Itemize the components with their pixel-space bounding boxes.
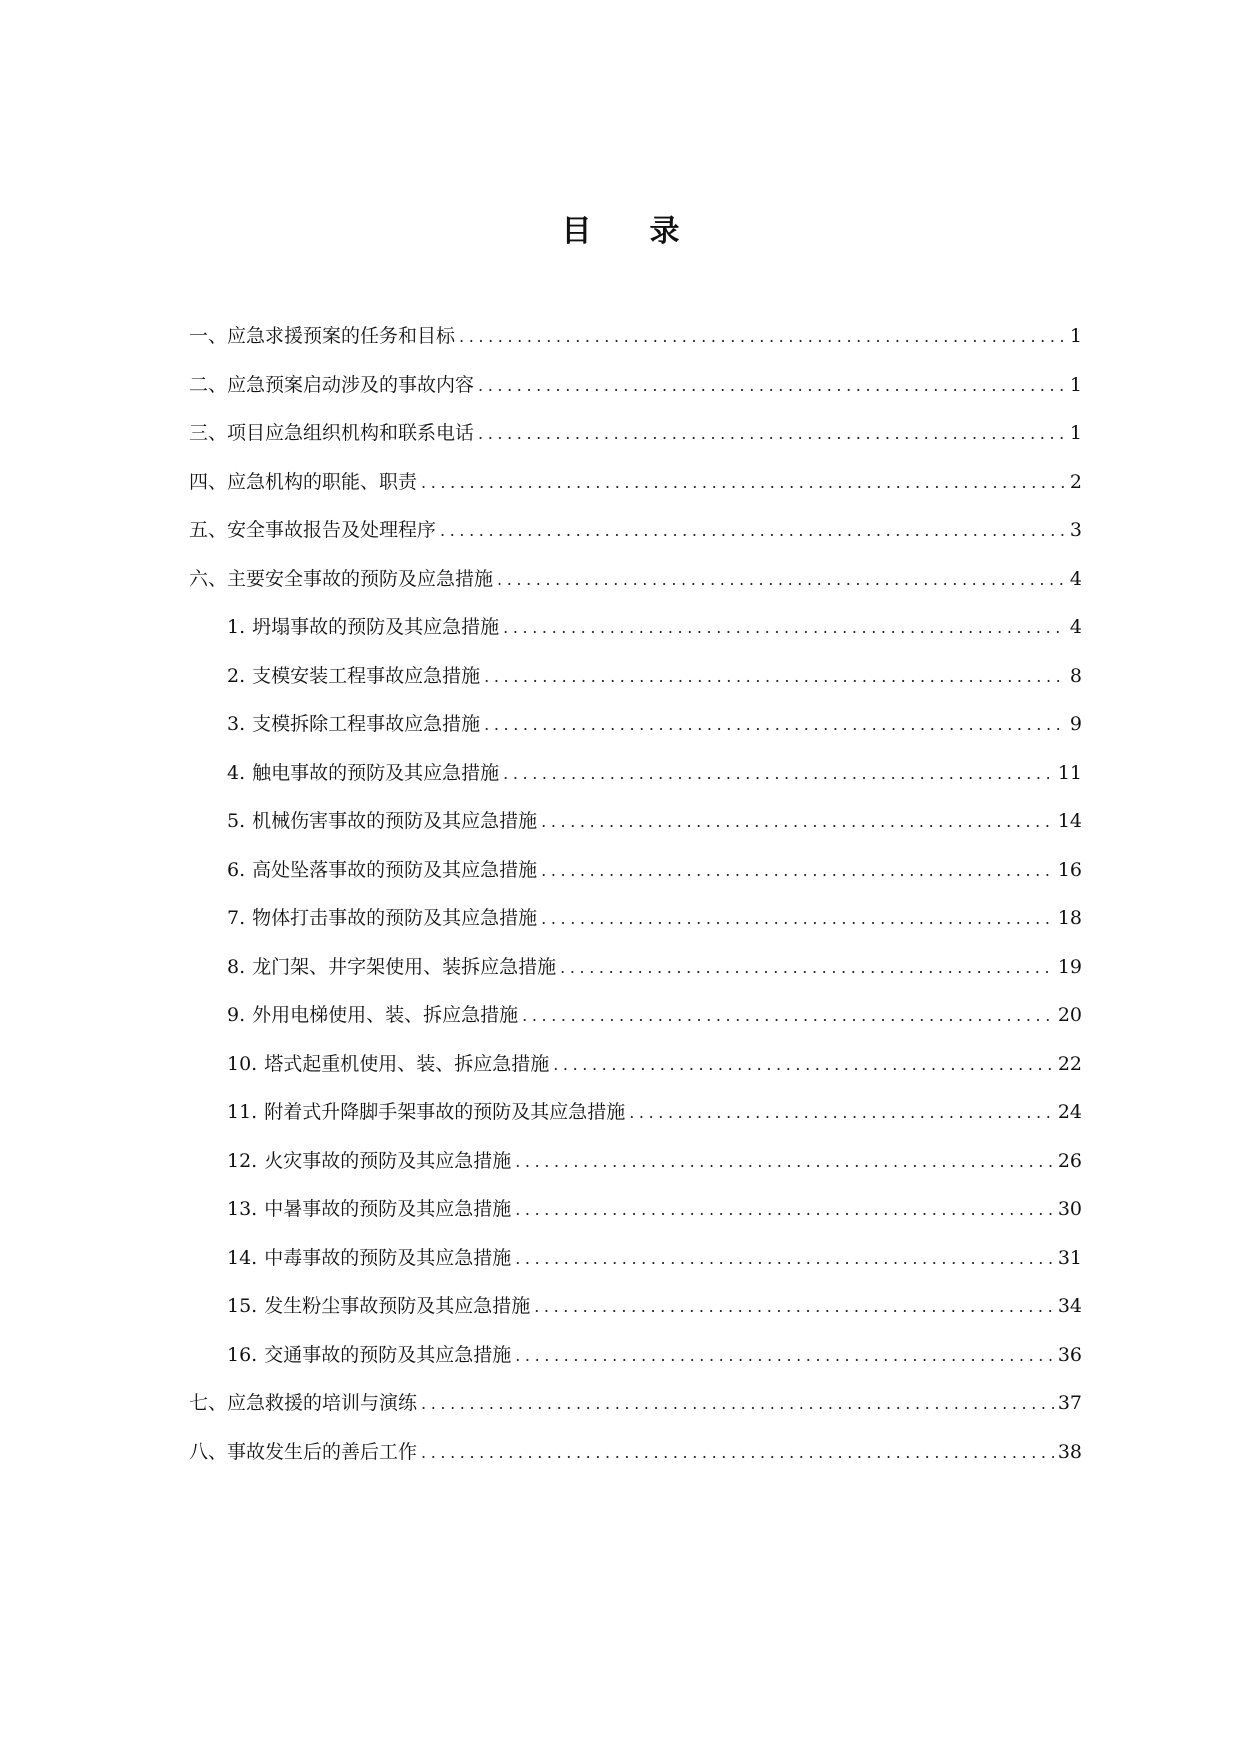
toc-entry[interactable] <box>189 409 1082 458</box>
toc-entry-label: 中暑事故的预防及其应急措施 <box>264 1198 512 1220</box>
toc-entry[interactable] <box>189 991 1082 1040</box>
toc-entry-label: 七、应急救援的培训与演练 <box>189 1392 418 1414</box>
dot-leader <box>478 362 1066 411</box>
toc-entry-label: 三、项目应急组织机构和联系电话 <box>189 422 475 444</box>
dot-leader <box>541 847 1054 896</box>
toc-entry-number: 1. <box>227 616 246 638</box>
toc-entry-number: 3. <box>227 713 246 735</box>
toc-entry-label: 交通事故的预防及其应急措施 <box>264 1343 512 1366</box>
toc-entry[interactable] <box>189 797 1082 846</box>
toc-entry-page-number: 34 <box>1057 1295 1082 1317</box>
toc-title <box>0 210 1241 254</box>
dot-leader <box>560 944 1054 993</box>
toc-entry-page-number: 22 <box>1057 1052 1082 1075</box>
toc-entry-number: 16. <box>227 1343 258 1366</box>
dot-leader <box>503 604 1066 653</box>
toc-entry[interactable] <box>189 1185 1082 1234</box>
dot-leader <box>515 1332 1054 1381</box>
toc-entry[interactable] <box>189 652 1082 701</box>
toc-entry-label: 一、应急求援预案的任务和目标 <box>189 325 456 347</box>
toc-entry-number: 9. <box>227 1004 246 1026</box>
toc-title-char-2: 录 <box>649 214 680 249</box>
toc-entry-page-number: 26 <box>1057 1149 1082 1172</box>
toc-entry-page-number: 8 <box>1069 664 1082 687</box>
toc-entry-label: 八、事故发生后的善后工作 <box>189 1440 418 1463</box>
toc-entry[interactable] <box>189 361 1082 410</box>
toc-entry-page-number: 19 <box>1057 955 1082 978</box>
toc-entry-page-number: 2 <box>1069 470 1082 493</box>
toc-entry-page-number: 1 <box>1069 325 1082 347</box>
dot-leader <box>541 895 1054 944</box>
toc-entry-label: 支模安装工程事故应急措施 <box>252 664 481 687</box>
toc-entry-page-number: 30 <box>1057 1198 1082 1220</box>
toc-entry-number: 13. <box>227 1198 258 1220</box>
toc-entry[interactable] <box>189 1137 1082 1186</box>
dot-leader <box>515 1138 1054 1187</box>
dot-leader <box>515 1186 1054 1235</box>
table-of-contents <box>189 312 1082 1476</box>
toc-entry-label: 坍塌事故的预防及其应急措施 <box>252 616 500 638</box>
dot-leader <box>553 1041 1054 1090</box>
toc-entry-number: 14. <box>227 1246 258 1269</box>
toc-entry-page-number: 4 <box>1069 616 1082 638</box>
toc-entry-number: 4. <box>227 761 246 784</box>
toc-entry-number: 2. <box>227 664 246 687</box>
toc-entry[interactable] <box>189 943 1082 992</box>
toc-entry-page-number: 36 <box>1057 1343 1082 1366</box>
toc-entry[interactable] <box>189 555 1082 604</box>
toc-entry-number: 7. <box>227 907 246 929</box>
dot-leader <box>440 507 1066 556</box>
toc-entry-number: 10. <box>227 1052 258 1075</box>
dot-leader <box>629 1089 1054 1138</box>
toc-entry[interactable] <box>189 1234 1082 1283</box>
toc-title-char-1: 目 <box>561 214 592 249</box>
toc-entry-number: 5. <box>227 810 246 832</box>
toc-entry-page-number: 4 <box>1069 567 1082 590</box>
toc-entry-label: 外用电梯使用、装、拆应急措施 <box>252 1004 519 1026</box>
toc-entry-page-number: 1 <box>1069 422 1082 444</box>
dot-leader <box>541 798 1054 847</box>
toc-entry-label: 六、主要安全事故的预防及应急措施 <box>189 567 494 590</box>
dot-leader <box>421 1429 1054 1478</box>
toc-entry[interactable] <box>189 894 1082 943</box>
toc-entry[interactable] <box>189 749 1082 798</box>
toc-entry[interactable] <box>189 1379 1082 1428</box>
toc-entry[interactable] <box>189 700 1082 749</box>
toc-entry-number: 12. <box>227 1149 258 1172</box>
toc-entry-page-number: 1 <box>1069 373 1082 396</box>
dot-leader <box>421 459 1066 508</box>
toc-entry-page-number: 38 <box>1057 1440 1082 1463</box>
toc-entry[interactable] <box>189 312 1082 361</box>
dot-leader <box>421 1380 1054 1429</box>
toc-entry-page-number: 37 <box>1057 1392 1082 1414</box>
dot-leader <box>484 653 1066 702</box>
toc-entry-label: 中毒事故的预防及其应急措施 <box>264 1246 512 1269</box>
dot-leader <box>478 410 1066 459</box>
toc-entry-number: 8. <box>227 955 246 978</box>
dot-leader <box>459 313 1066 362</box>
toc-entry-label: 机械伤害事故的预防及其应急措施 <box>252 810 538 832</box>
toc-entry-page-number: 14 <box>1057 810 1082 832</box>
toc-entry-number: 11. <box>227 1101 258 1123</box>
toc-entry-number: 15. <box>227 1295 258 1317</box>
toc-entry-page-number: 9 <box>1069 713 1082 735</box>
dot-leader <box>484 701 1066 750</box>
toc-entry-label: 触电事故的预防及其应急措施 <box>252 761 500 784</box>
toc-entry-page-number: 16 <box>1057 858 1082 881</box>
dot-leader <box>503 750 1054 799</box>
toc-entry-page-number: 24 <box>1057 1101 1082 1123</box>
dot-leader <box>522 992 1054 1041</box>
toc-entry[interactable] <box>189 1428 1082 1477</box>
toc-entry[interactable] <box>189 603 1082 652</box>
toc-entry-label: 火灾事故的预防及其应急措施 <box>264 1149 512 1172</box>
toc-entry-number: 6. <box>227 858 246 881</box>
toc-entry[interactable] <box>189 1331 1082 1380</box>
dot-leader <box>497 556 1066 605</box>
toc-entry-label: 附着式升降脚手架事故的预防及其应急措施 <box>264 1101 626 1123</box>
toc-entry-page-number: 31 <box>1057 1246 1082 1269</box>
toc-entry[interactable] <box>189 1088 1082 1137</box>
toc-entry-label: 四、应急机构的职能、职责 <box>189 470 418 493</box>
toc-entry-page-number: 18 <box>1057 907 1082 929</box>
dot-leader <box>534 1283 1054 1332</box>
dot-leader <box>515 1235 1054 1284</box>
toc-entry-label: 发生粉尘事故预防及其应急措施 <box>264 1295 531 1317</box>
toc-entry-label: 高处坠落事故的预防及其应急措施 <box>252 858 538 881</box>
toc-entry-label: 二、应急预案启动涉及的事故内容 <box>189 373 475 396</box>
toc-entry[interactable] <box>189 846 1082 895</box>
toc-entry[interactable] <box>189 1282 1082 1331</box>
toc-entry[interactable] <box>189 1040 1082 1089</box>
toc-entry-label: 物体打击事故的预防及其应急措施 <box>252 907 538 929</box>
toc-entry-page-number: 11 <box>1057 761 1082 784</box>
toc-entry-label: 塔式起重机使用、装、拆应急措施 <box>264 1052 550 1075</box>
toc-entry-label: 龙门架、井字架使用、装拆应急措施 <box>252 955 557 978</box>
toc-entry[interactable] <box>189 458 1082 507</box>
toc-entry-page-number: 20 <box>1057 1004 1082 1026</box>
toc-entry-label: 五、安全事故报告及处理程序 <box>189 519 437 541</box>
toc-entry-label: 支模拆除工程事故应急措施 <box>252 713 481 735</box>
toc-entry[interactable] <box>189 506 1082 555</box>
toc-entry-page-number: 3 <box>1069 519 1082 541</box>
